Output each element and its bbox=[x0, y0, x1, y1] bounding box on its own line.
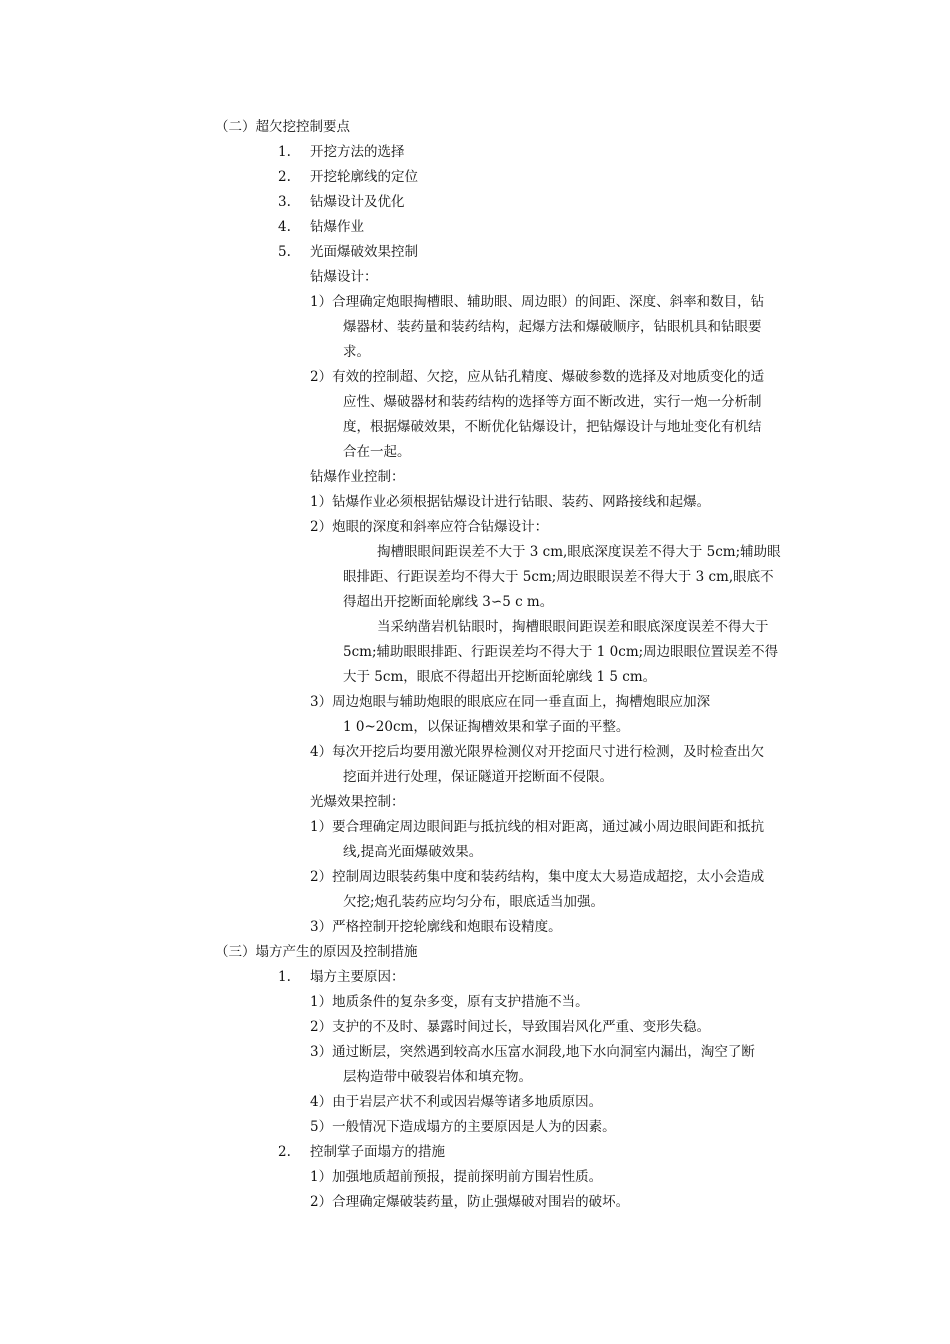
paragraph-line: 2）有效的控制超、欠挖，应从钻孔精度、爆破参数的选择及对地质变化的适 bbox=[310, 369, 765, 385]
paragraph-line: 欠挖;炮孔装药应均匀分布，眼底适当加强。 bbox=[343, 894, 605, 910]
list-number: 4. bbox=[278, 219, 291, 235]
paragraph-line: 4）每次开挖后均要用激光限界检测仪对开挖面尺寸进行检测，及时检查出欠 bbox=[310, 744, 765, 760]
paragraph-line: 层构造带中破裂岩体和填充物。 bbox=[343, 1069, 532, 1085]
section-heading: （三）塌方产生的原因及控制措施 bbox=[215, 944, 418, 960]
list-number: 5. bbox=[278, 244, 291, 260]
list-number: 3. bbox=[278, 194, 291, 210]
paragraph-line: 挖面并进行处理，保证隧道开挖断面不侵限。 bbox=[343, 769, 613, 785]
paragraph-line: 2）支护的不及时、暴露时间过长，导致围岩风化严重、变形失稳。 bbox=[310, 1019, 711, 1035]
paragraph-line: 1）加强地质超前预报，提前探明前方围岩性质。 bbox=[310, 1169, 603, 1185]
subsection-title: 光爆效果控制： bbox=[310, 794, 405, 810]
paragraph-line: 合在一起。 bbox=[343, 444, 411, 460]
paragraph-line: 当采纳凿岩机钻眼时，掏槽眼眼间距误差和眼底深度误差不得大于 bbox=[377, 619, 769, 635]
list-number: 1. bbox=[278, 969, 291, 985]
paragraph-line: 1）地质条件的复杂多变，原有支护措施不当。 bbox=[310, 994, 589, 1010]
list-item: 光面爆破效果控制 bbox=[310, 244, 418, 260]
list-number: 2. bbox=[278, 1144, 291, 1160]
list-item: 塌方主要原因： bbox=[310, 969, 405, 985]
subsection-title: 钻爆设计： bbox=[310, 269, 378, 285]
paragraph-line: 求。 bbox=[343, 344, 370, 360]
paragraph-line: 大于 5cm，眼底不得超出开挖断面轮廓线 1 5 cm。 bbox=[343, 669, 657, 685]
list-number: 2. bbox=[278, 169, 291, 185]
paragraph-line: 线,提高光面爆破效果。 bbox=[343, 844, 483, 860]
paragraph-line: 3）周边炮眼与辅助炮眼的眼底应在同一垂直面上，掏槽炮眼应加深 bbox=[310, 694, 711, 710]
list-number: 1. bbox=[278, 144, 291, 160]
list-item: 钻爆作业 bbox=[310, 219, 364, 235]
list-item: 控制掌子面塌方的措施 bbox=[310, 1144, 445, 1160]
paragraph-line: 眼排距、行距误差均不得大于 5cm;周边眼眼误差不得大于 3 cm,眼底不 bbox=[343, 569, 774, 585]
paragraph-line: 爆器材、装药量和装药结构，起爆方法和爆破顺序，钻眼机具和钻眼要 bbox=[343, 319, 762, 335]
paragraph-line: 掏槽眼眼间距误差不大于 3 cm,眼底深度误差不得大于 5cm;辅助眼 bbox=[377, 544, 781, 560]
paragraph-line: 3）通过断层，突然遇到较高水压富水洞段,地下水向洞室内漏出，淘空了断 bbox=[310, 1044, 755, 1060]
paragraph-line: 1 0~20cm，以保证掏槽效果和掌子面的平整。 bbox=[343, 719, 630, 735]
paragraph-line: 4）由于岩层产状不利或因岩爆等诸多地质原因。 bbox=[310, 1094, 603, 1110]
subsection-title: 钻爆作业控制： bbox=[310, 469, 405, 485]
paragraph-line: 2）合理确定爆破装药量，防止强爆破对围岩的破坏。 bbox=[310, 1194, 630, 1210]
list-item: 开挖方法的选择 bbox=[310, 144, 405, 160]
paragraph-line: 1）合理确定炮眼掏槽眼、辅助眼、周边眼）的间距、深度、斜率和数目，钻 bbox=[310, 294, 765, 310]
paragraph-line: 2）炮眼的深度和斜率应符合钻爆设计： bbox=[310, 519, 549, 535]
list-item: 钻爆设计及优化 bbox=[310, 194, 405, 210]
paragraph-line: 1）钻爆作业必须根据钻爆设计进行钻眼、装药、网路接线和起爆。 bbox=[310, 494, 711, 510]
paragraph-line: 应性、爆破器材和装药结构的选择等方面不断改进，实行一炮一分析制 bbox=[343, 394, 762, 410]
paragraph-line: 得超出开挖断面轮廓线 3∽5 c m。 bbox=[343, 594, 554, 610]
paragraph-line: 3）严格控制开挖轮廓线和炮眼布设精度。 bbox=[310, 919, 562, 935]
paragraph-line: 1）要合理确定周边眼间距与抵抗线的相对距离，通过减小周边眼间距和抵抗 bbox=[310, 819, 765, 835]
paragraph-line: 5）一般情况下造成塌方的主要原因是人为的因素。 bbox=[310, 1119, 616, 1135]
section-heading: （二）超欠挖控制要点 bbox=[215, 119, 350, 135]
paragraph-line: 2）控制周边眼装药集中度和装药结构，集中度太大易造成超挖，太小会造成 bbox=[310, 869, 765, 885]
paragraph-line: 度，根据爆破效果，不断优化钻爆设计，把钻爆设计与地址变化有机结 bbox=[343, 419, 762, 435]
list-item: 开挖轮廓线的定位 bbox=[310, 169, 418, 185]
paragraph-line: 5cm;辅助眼眼排距、行距误差均不得大于 1 0cm;周边眼眼位置误差不得 bbox=[343, 644, 779, 660]
